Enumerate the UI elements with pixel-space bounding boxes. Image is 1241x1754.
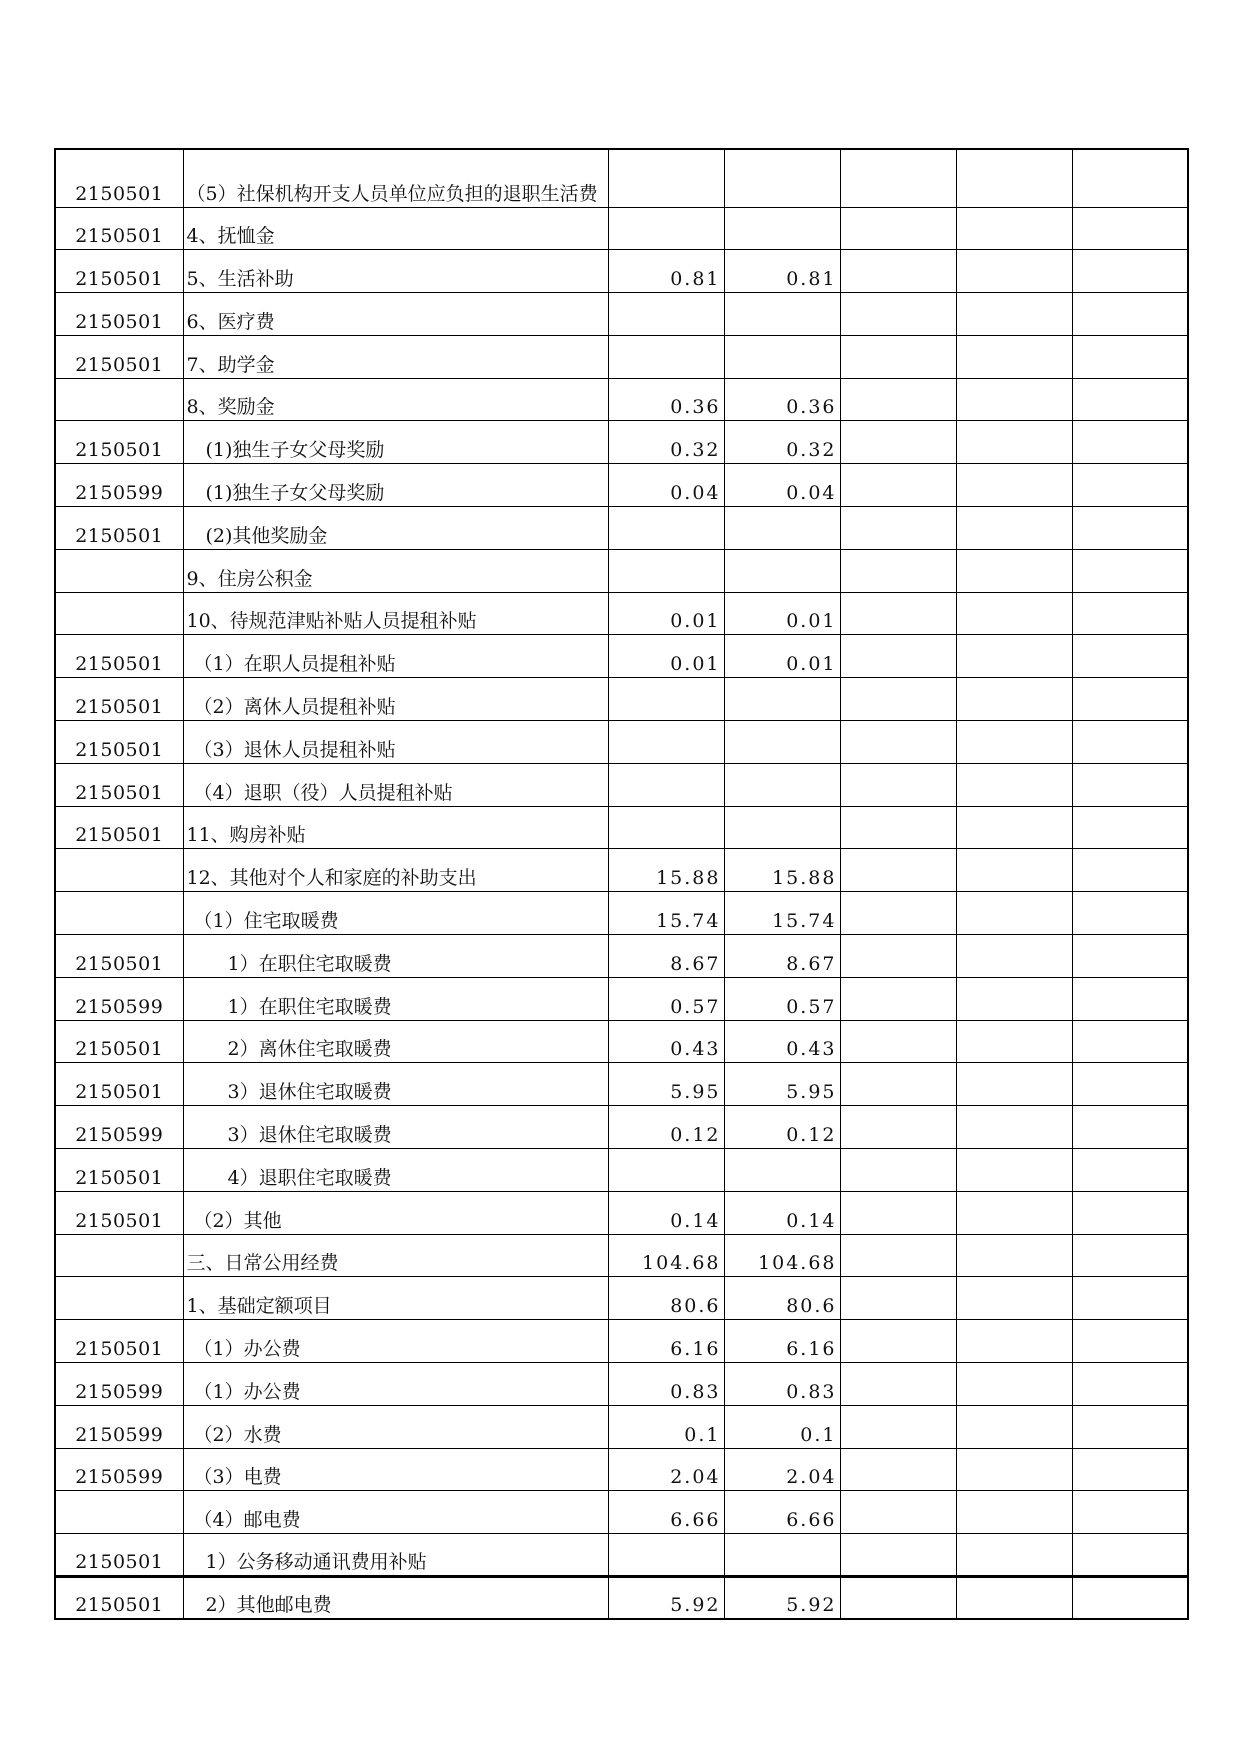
account-code-cell: 2150501 [55,721,183,764]
account-code-cell: 2150501 [55,635,183,678]
amount-cell-v3 [840,635,956,678]
amount-cell-v2 [724,678,840,721]
amount-cell-v4 [956,849,1072,892]
table-row [55,1363,1188,1406]
account-code-cell: 2150501 [55,1149,183,1192]
amount-cell-v2: 0.57 [724,977,840,1020]
table-row [55,1234,1188,1277]
amount-cell-v2: 0.83 [724,1363,840,1406]
item-name-cell: 3）退休住宅取暖费 [183,1063,608,1106]
amount-cell-v5 [1072,678,1188,721]
table-row [55,1191,1188,1234]
amount-cell-v2: 0.32 [724,421,840,464]
item-name-cell: （3）电费 [183,1448,608,1491]
amount-cell-v5 [1072,421,1188,464]
table-row [55,1534,1188,1577]
item-name-cell: （1）办公费 [183,1320,608,1363]
table-row [55,464,1188,507]
amount-cell-v4 [956,1149,1072,1192]
table-row [55,592,1188,635]
account-code-cell [55,849,183,892]
table-row [55,207,1188,250]
amount-cell-v2: 0.36 [724,378,840,421]
table-row [55,378,1188,421]
account-code-cell: 2150501 [55,935,183,978]
amount-cell-v3 [840,1577,956,1620]
account-code-cell [55,378,183,421]
amount-cell-v1: 0.36 [608,378,724,421]
table-row [55,421,1188,464]
account-code-cell: 2150501 [55,250,183,293]
account-code-cell: 2150599 [55,464,183,507]
item-name-cell: 12、其他对个人和家庭的补助支出 [183,849,608,892]
amount-cell-v3 [840,293,956,336]
amount-cell-v3 [840,806,956,849]
item-name-cell: （1）住宅取暖费 [183,892,608,935]
amount-cell-v1: 6.16 [608,1320,724,1363]
amount-cell-v1: 0.1 [608,1405,724,1448]
table-row [55,849,1188,892]
amount-cell-v2 [724,763,840,806]
amount-cell-v3 [840,721,956,764]
table-row [55,635,1188,678]
amount-cell-v1 [608,149,724,207]
item-name-cell: （3）退休人员提租补贴 [183,721,608,764]
account-code-cell: 2150501 [55,763,183,806]
amount-cell-v2 [724,549,840,592]
amount-cell-v2: 2.04 [724,1448,840,1491]
account-code-cell: 2150501 [55,335,183,378]
amount-cell-v5 [1072,1277,1188,1320]
table-row [55,335,1188,378]
amount-cell-v4 [956,421,1072,464]
amount-cell-v2 [724,806,840,849]
account-code-cell: 2150501 [55,1534,183,1577]
table-row [55,1020,1188,1063]
amount-cell-v4 [956,892,1072,935]
amount-cell-v5 [1072,464,1188,507]
item-name-cell: 1、基础定额项目 [183,1277,608,1320]
table-row [55,763,1188,806]
amount-cell-v2 [724,1534,840,1577]
item-name-cell: （4）退职（役）人员提租补贴 [183,763,608,806]
amount-cell-v4 [956,592,1072,635]
amount-cell-v2 [724,1149,840,1192]
amount-cell-v1: 0.83 [608,1363,724,1406]
amount-cell-v4 [956,635,1072,678]
amount-cell-v4 [956,1277,1072,1320]
amount-cell-v3 [840,1277,956,1320]
item-name-cell: (1)独生子女父母奖励 [183,421,608,464]
amount-cell-v1: 0.12 [608,1106,724,1149]
account-code-cell: 2150501 [55,806,183,849]
amount-cell-v2: 15.74 [724,892,840,935]
amount-cell-v3 [840,977,956,1020]
amount-cell-v3 [840,935,956,978]
amount-cell-v5 [1072,592,1188,635]
account-code-cell [55,549,183,592]
amount-cell-v1: 0.43 [608,1020,724,1063]
table-row [55,1577,1188,1620]
amount-cell-v4 [956,806,1072,849]
amount-cell-v3 [840,1234,956,1277]
amount-cell-v1: 15.88 [608,849,724,892]
item-name-cell: 2）离休住宅取暖费 [183,1020,608,1063]
amount-cell-v5 [1072,935,1188,978]
amount-cell-v2: 8.67 [724,935,840,978]
amount-cell-v5 [1072,1577,1188,1620]
amount-cell-v4 [956,549,1072,592]
table-row [55,250,1188,293]
amount-cell-v2: 0.43 [724,1020,840,1063]
amount-cell-v3 [840,1363,956,1406]
amount-cell-v4 [956,335,1072,378]
account-code-cell: 2150501 [55,1320,183,1363]
account-code-cell [55,892,183,935]
amount-cell-v5 [1072,1534,1188,1577]
amount-cell-v4 [956,1405,1072,1448]
item-name-cell: 11、购房补贴 [183,806,608,849]
amount-cell-v1 [608,1149,724,1192]
amount-cell-v1: 8.67 [608,935,724,978]
table-row [55,806,1188,849]
amount-cell-v5 [1072,806,1188,849]
item-name-cell: 1）公务移动通讯费用补贴 [183,1534,608,1577]
item-name-cell: （2）水费 [183,1405,608,1448]
amount-cell-v2 [724,507,840,550]
amount-cell-v2: 80.6 [724,1277,840,1320]
amount-cell-v2: 104.68 [724,1234,840,1277]
amount-cell-v3 [840,1020,956,1063]
item-name-cell: 7、助学金 [183,335,608,378]
item-name-cell: （4）邮电费 [183,1491,608,1534]
amount-cell-v4 [956,378,1072,421]
account-code-cell [55,1491,183,1534]
amount-cell-v5 [1072,635,1188,678]
amount-cell-v3 [840,1320,956,1363]
table-row [55,549,1188,592]
account-code-cell [55,1277,183,1320]
amount-cell-v4 [956,1491,1072,1534]
item-name-cell: 4、抚恤金 [183,207,608,250]
amount-cell-v4 [956,1020,1072,1063]
item-name-cell: （2）其他 [183,1191,608,1234]
amount-cell-v3 [840,1106,956,1149]
account-code-cell: 2150599 [55,1448,183,1491]
table-row [55,892,1188,935]
amount-cell-v3 [840,207,956,250]
item-name-cell: （2）离休人员提租补贴 [183,678,608,721]
amount-cell-v5 [1072,849,1188,892]
amount-cell-v1: 2.04 [608,1448,724,1491]
item-name-cell: （1）办公费 [183,1363,608,1406]
amount-cell-v5 [1072,1363,1188,1406]
table-row [55,977,1188,1020]
amount-cell-v4 [956,1234,1072,1277]
table-row [55,1448,1188,1491]
item-name-cell: 三、日常公用经费 [183,1234,608,1277]
item-name-cell: 5、生活补助 [183,250,608,293]
table-row [55,935,1188,978]
amount-cell-v2: 0.1 [724,1405,840,1448]
table-row [55,1106,1188,1149]
amount-cell-v3 [840,149,956,207]
account-code-cell: 2150501 [55,1020,183,1063]
amount-cell-v3 [840,592,956,635]
amount-cell-v5 [1072,549,1188,592]
amount-cell-v2 [724,721,840,764]
item-name-cell: 8、奖励金 [183,378,608,421]
budget-table [54,148,1189,1620]
table-row [55,149,1188,207]
account-code-cell: 2150501 [55,421,183,464]
table-row [55,1063,1188,1106]
amount-cell-v2: 0.01 [724,592,840,635]
account-code-cell: 2150501 [55,1063,183,1106]
item-name-cell: （1）在职人员提租补贴 [183,635,608,678]
table-row [55,507,1188,550]
amount-cell-v1 [608,293,724,336]
amount-cell-v2: 5.95 [724,1063,840,1106]
amount-cell-v2: 0.14 [724,1191,840,1234]
amount-cell-v4 [956,763,1072,806]
amount-cell-v1: 6.66 [608,1491,724,1534]
amount-cell-v5 [1072,977,1188,1020]
amount-cell-v5 [1072,250,1188,293]
amount-cell-v4 [956,1191,1072,1234]
amount-cell-v3 [840,1405,956,1448]
amount-cell-v3 [840,1491,956,1534]
amount-cell-v5 [1072,1448,1188,1491]
account-code-cell: 2150501 [55,207,183,250]
amount-cell-v4 [956,250,1072,293]
amount-cell-v4 [956,293,1072,336]
amount-cell-v1 [608,507,724,550]
amount-cell-v3 [840,1149,956,1192]
amount-cell-v4 [956,1106,1072,1149]
table-row [55,1320,1188,1363]
amount-cell-v3 [840,250,956,293]
table-row [55,678,1188,721]
amount-cell-v5 [1072,892,1188,935]
item-name-cell: 1）在职住宅取暖费 [183,977,608,1020]
table-body [55,149,1188,1619]
amount-cell-v1 [608,763,724,806]
account-code-cell: 2150501 [55,149,183,207]
amount-cell-v1: 0.01 [608,592,724,635]
amount-cell-v4 [956,678,1072,721]
amount-cell-v3 [840,1448,956,1491]
amount-cell-v1 [608,721,724,764]
account-code-cell [55,592,183,635]
amount-cell-v3 [840,1191,956,1234]
item-name-cell: 4）退职住宅取暖费 [183,1149,608,1192]
amount-cell-v4 [956,1448,1072,1491]
amount-cell-v4 [956,977,1072,1020]
amount-cell-v3 [840,849,956,892]
amount-cell-v3 [840,892,956,935]
table-row [55,1491,1188,1534]
amount-cell-v4 [956,464,1072,507]
amount-cell-v5 [1072,207,1188,250]
amount-cell-v5 [1072,1020,1188,1063]
amount-cell-v2 [724,149,840,207]
amount-cell-v5 [1072,1191,1188,1234]
amount-cell-v5 [1072,149,1188,207]
amount-cell-v4 [956,721,1072,764]
account-code-cell: 2150599 [55,1106,183,1149]
amount-cell-v5 [1072,293,1188,336]
amount-cell-v4 [956,935,1072,978]
amount-cell-v4 [956,1320,1072,1363]
amount-cell-v2: 6.16 [724,1320,840,1363]
amount-cell-v5 [1072,1405,1188,1448]
amount-cell-v5 [1072,1149,1188,1192]
table-row [55,293,1188,336]
amount-cell-v5 [1072,507,1188,550]
amount-cell-v3 [840,507,956,550]
amount-cell-v1: 5.95 [608,1063,724,1106]
amount-cell-v1 [608,335,724,378]
item-name-cell: 10、待规范津贴补贴人员提租补贴 [183,592,608,635]
amount-cell-v5 [1072,1234,1188,1277]
amount-cell-v1: 15.74 [608,892,724,935]
amount-cell-v2: 0.01 [724,635,840,678]
amount-cell-v3 [840,378,956,421]
amount-cell-v2 [724,207,840,250]
amount-cell-v3 [840,464,956,507]
amount-cell-v5 [1072,1491,1188,1534]
item-name-cell: 9、住房公积金 [183,549,608,592]
amount-cell-v2: 5.92 [724,1577,840,1620]
amount-cell-v2: 0.04 [724,464,840,507]
amount-cell-v3 [840,1063,956,1106]
item-name-cell: 6、医疗费 [183,293,608,336]
amount-cell-v1 [608,806,724,849]
account-code-cell: 2150501 [55,507,183,550]
account-code-cell: 2150501 [55,1577,183,1620]
amount-cell-v1: 0.14 [608,1191,724,1234]
amount-cell-v2: 0.12 [724,1106,840,1149]
amount-cell-v1: 0.57 [608,977,724,1020]
amount-cell-v4 [956,1577,1072,1620]
item-name-cell: 3）退休住宅取暖费 [183,1106,608,1149]
amount-cell-v2 [724,293,840,336]
amount-cell-v1 [608,678,724,721]
account-code-cell: 2150501 [55,293,183,336]
amount-cell-v1: 0.81 [608,250,724,293]
item-name-cell: 1）在职住宅取暖费 [183,935,608,978]
amount-cell-v3 [840,763,956,806]
amount-cell-v5 [1072,721,1188,764]
table-row [55,1405,1188,1448]
amount-cell-v1 [608,549,724,592]
table-row [55,1277,1188,1320]
amount-cell-v4 [956,1063,1072,1106]
amount-cell-v1 [608,1534,724,1577]
item-name-cell: (2)其他奖励金 [183,507,608,550]
table-row [55,721,1188,764]
account-code-cell: 2150501 [55,678,183,721]
amount-cell-v3 [840,678,956,721]
amount-cell-v2: 15.88 [724,849,840,892]
amount-cell-v4 [956,507,1072,550]
amount-cell-v2: 6.66 [724,1491,840,1534]
amount-cell-v3 [840,1534,956,1577]
account-code-cell: 2150501 [55,1191,183,1234]
item-name-cell: 2）其他邮电费 [183,1577,608,1620]
amount-cell-v5 [1072,378,1188,421]
amount-cell-v5 [1072,1106,1188,1149]
amount-cell-v4 [956,149,1072,207]
amount-cell-v4 [956,1534,1072,1577]
amount-cell-v1: 0.32 [608,421,724,464]
amount-cell-v5 [1072,1063,1188,1106]
amount-cell-v1: 0.04 [608,464,724,507]
amount-cell-v3 [840,421,956,464]
amount-cell-v3 [840,549,956,592]
amount-cell-v1: 5.92 [608,1577,724,1620]
item-name-cell: （5）社保机构开支人员单位应负担的退职生活费 [183,149,608,207]
account-code-cell: 2150599 [55,1363,183,1406]
amount-cell-v2 [724,335,840,378]
amount-cell-v5 [1072,763,1188,806]
table-row [55,1149,1188,1192]
account-code-cell: 2150599 [55,1405,183,1448]
amount-cell-v5 [1072,1320,1188,1363]
amount-cell-v4 [956,1363,1072,1406]
amount-cell-v5 [1072,335,1188,378]
amount-cell-v1: 0.01 [608,635,724,678]
amount-cell-v4 [956,207,1072,250]
amount-cell-v3 [840,335,956,378]
amount-cell-v1 [608,207,724,250]
account-code-cell: 2150599 [55,977,183,1020]
amount-cell-v1: 104.68 [608,1234,724,1277]
amount-cell-v1: 80.6 [608,1277,724,1320]
item-name-cell: (1)独生子女父母奖励 [183,464,608,507]
amount-cell-v2: 0.81 [724,250,840,293]
account-code-cell [55,1234,183,1277]
